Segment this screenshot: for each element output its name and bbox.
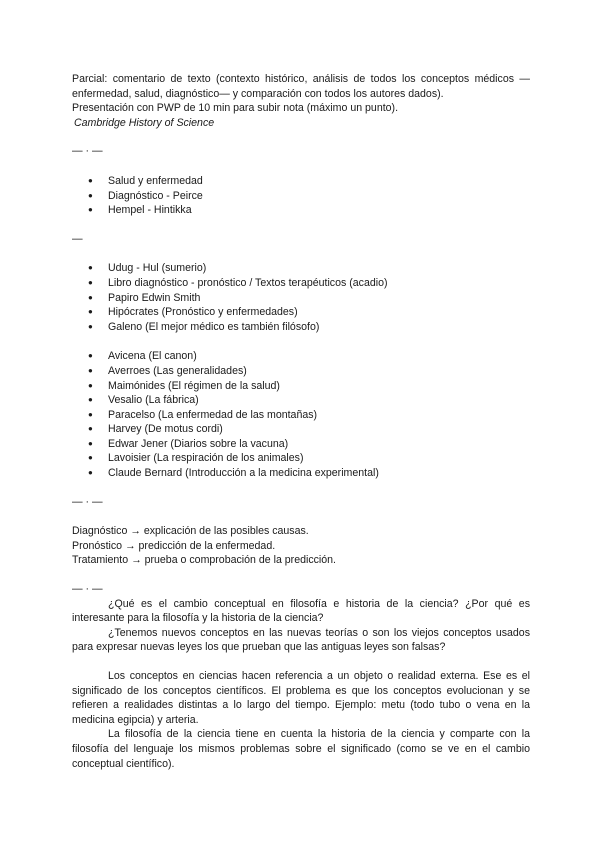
definition-treatment: Tratamiento → prueba o comprobación de la predicción. — [72, 554, 337, 567]
definition-diagnosis: Diagnóstico → explicación de las posibles causas. — [72, 525, 309, 538]
topics-list — [72, 174, 530, 218]
list-item: ● Papiro Edwin Smith — [108, 291, 530, 306]
list-item: ● Lavoisier (La respiración de los animales) — [108, 451, 530, 466]
question-paragraph: ¿Qué es el cambio conceptual en filosofía e historia de la ciencia? ¿Por qué es interesante para la filosofía y la historia de la ciencia? — [72, 597, 530, 625]
separator: — · — — [72, 145, 103, 158]
list-item: ● Edwar Jener (Diarios sobre la vacuna) — [108, 437, 530, 452]
list-item: ● Averroes (Las generalidades) — [108, 364, 530, 379]
definition-prognosis: Pronóstico → predicción de la enfermedad. — [72, 539, 276, 552]
list-item: ● Harvey (De motus cordi) — [108, 422, 530, 437]
list-item: ● Maimónides (El régimen de la salud) — [108, 379, 530, 394]
body-paragraph: Los conceptos en ciencias hacen referencia a un objeto o realidad externa. Ese es el significado de los conceptos científicos. El problema es que los conceptos evolucionan y se refieren a realidades distintas a lo largo del tiempo. Ejemplo: metu (todo tubo o vena en la medicina egipcia) y arteria. — [72, 670, 530, 726]
list-item: ● Hipócrates (Pronóstico y enfermedades) — [108, 305, 530, 320]
body-paragraph: La filosofía de la ciencia tiene en cuenta la historia de la ciencia y comparte con la filosofía del lenguaje los mismos problemas sobre el significado (como se ve en el cambio conceptual científico). — [72, 728, 530, 770]
list-item: ● Avicena (El canon) — [108, 349, 530, 364]
separator: — · — — [72, 583, 103, 596]
intro-presentation-text: Presentación con PWP de 10 min para subir nota (máximo un punto). — [72, 102, 399, 115]
list-item: ● Libro diagnóstico - pronóstico / Textos terapéuticos (acadio) — [108, 276, 530, 291]
separator: — — [72, 232, 83, 245]
ancient-authors-list — [72, 261, 530, 334]
list-item: ● Vesalio (La fábrica) — [108, 393, 530, 408]
list-item: ● Diagnóstico - Peirce — [108, 189, 530, 204]
list-item: ● Hempel - Hintikka — [108, 203, 530, 218]
list-item: ● Galeno (El mejor médico es también filósofo) — [108, 320, 530, 335]
list-item: ● Paracelso (La enfermedad de las montañas) — [108, 408, 530, 423]
document-body — [72, 72, 530, 771]
intro-exam-text: Parcial: comentario de texto (contexto histórico, análisis de todos los conceptos médicos —enfermedad, salud, diagnóstico— y comparación con todos los autores dados). — [72, 73, 530, 100]
later-authors-list — [72, 349, 530, 480]
separator: — · — — [72, 495, 103, 508]
list-item: ● Salud y enfermedad — [108, 174, 530, 189]
list-item: ● Claude Bernard (Introducción a la medicina experimental) — [108, 466, 530, 481]
question-paragraph: ¿Tenemos nuevos conceptos en las nuevas teorías o son los viejos conceptos usados para expresar nuevas leyes los que prueban que las antiguas leyes son falsas? — [72, 626, 530, 654]
list-item: ● Udug - Hul (sumerio) — [108, 261, 530, 276]
source-title: Cambridge History of Science — [74, 116, 215, 129]
